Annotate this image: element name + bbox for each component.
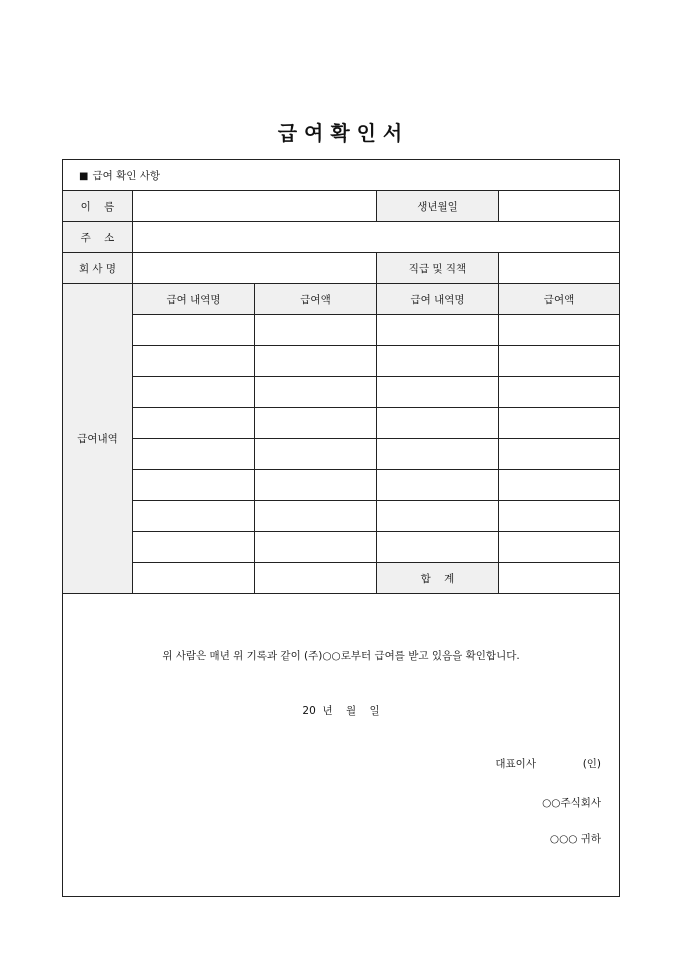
salary-amount-cell[interactable] — [499, 470, 620, 501]
representative-signature: 대표이사 (인) — [495, 758, 602, 770]
salary-item-cell[interactable] — [133, 501, 255, 532]
salary-item-cell[interactable] — [133, 532, 255, 563]
salary-item-cell[interactable] — [377, 501, 499, 532]
salary-item-cell[interactable] — [133, 315, 255, 346]
position-label: 직급 및 직책 — [377, 253, 499, 284]
square-bullet-icon: ■ — [79, 170, 89, 182]
salary-item-cell[interactable] — [133, 408, 255, 439]
salary-item-cell[interactable] — [377, 377, 499, 408]
salary-amount-cell[interactable] — [499, 346, 620, 377]
birth-date-field[interactable] — [499, 191, 620, 222]
salary-total-row — [63, 563, 620, 594]
recipient: ○○○ 귀하 — [549, 833, 602, 845]
salary-amount-cell[interactable] — [499, 315, 620, 346]
address-label: 주 소 — [63, 222, 133, 253]
salary-details-label: 급여내역 — [63, 284, 133, 594]
salary-item-cell[interactable] — [377, 346, 499, 377]
salary-item-cell[interactable] — [377, 470, 499, 501]
salary-amount-cell[interactable] — [255, 501, 377, 532]
issuing-company: ○○주식회사 — [542, 797, 602, 809]
salary-item-cell[interactable] — [133, 346, 255, 377]
salary-amount-cell[interactable] — [255, 439, 377, 470]
salary-row — [63, 346, 620, 377]
salary-item-cell[interactable] — [133, 377, 255, 408]
salary-row — [63, 408, 620, 439]
salary-item-cell[interactable] — [133, 563, 255, 594]
section-header-row — [63, 160, 620, 191]
salary-row — [63, 439, 620, 470]
salary-item-cell[interactable] — [377, 439, 499, 470]
salary-amount-cell[interactable] — [255, 408, 377, 439]
position-field[interactable] — [499, 253, 620, 284]
section-header-label: 급여 확인 사항 — [92, 169, 160, 182]
salary-item-cell[interactable] — [377, 532, 499, 563]
confirmation-section — [63, 594, 620, 897]
salary-amount-cell[interactable] — [255, 470, 377, 501]
salary-amount-cell[interactable] — [255, 532, 377, 563]
salary-row — [63, 315, 620, 346]
company-field[interactable] — [133, 253, 377, 284]
salary-amount-cell[interactable] — [499, 501, 620, 532]
company-label: 회 사 명 — [63, 253, 133, 284]
salary-row — [63, 377, 620, 408]
total-label: 합 계 — [377, 563, 499, 594]
salary-item-cell[interactable] — [377, 315, 499, 346]
salary-row — [63, 501, 620, 532]
address-field[interactable] — [133, 222, 620, 253]
salary-item-header-1: 급여 내역명 — [133, 284, 255, 315]
salary-amount-cell[interactable] — [499, 408, 620, 439]
salary-row — [63, 532, 620, 563]
salary-amount-header-1: 급여액 — [255, 284, 377, 315]
salary-amount-cell[interactable] — [499, 439, 620, 470]
name-label: 이 름 — [63, 191, 133, 222]
name-row — [63, 191, 620, 222]
section-header — [63, 160, 620, 191]
company-row — [63, 253, 620, 284]
address-row — [63, 222, 620, 253]
confirmation-statement: 위 사람은 매년 위 기록과 같이 (주)○○로부터 급여를 받고 있음을 확인합니다. — [162, 650, 520, 662]
salary-item-cell[interactable] — [377, 408, 499, 439]
salary-confirmation-form — [62, 159, 620, 897]
confirmation-row — [63, 594, 620, 897]
salary-item-header-2: 급여 내역명 — [377, 284, 499, 315]
salary-amount-cell[interactable] — [255, 563, 377, 594]
salary-amount-cell[interactable] — [499, 532, 620, 563]
salary-amount-cell[interactable] — [255, 346, 377, 377]
salary-amount-cell[interactable] — [255, 315, 377, 346]
salary-amount-cell[interactable] — [255, 377, 377, 408]
name-field[interactable] — [133, 191, 377, 222]
issue-date: 20 년 월 일 — [302, 705, 380, 717]
salary-amount-header-2: 급여액 — [499, 284, 620, 315]
document-title: 급 여 확 인 서 — [277, 121, 403, 145]
salary-item-cell[interactable] — [133, 470, 255, 501]
birth-date-label: 생년월일 — [377, 191, 499, 222]
total-amount-field[interactable] — [499, 563, 620, 594]
salary-header-row — [63, 284, 620, 315]
salary-item-cell[interactable] — [133, 439, 255, 470]
salary-amount-cell[interactable] — [499, 377, 620, 408]
salary-row — [63, 470, 620, 501]
